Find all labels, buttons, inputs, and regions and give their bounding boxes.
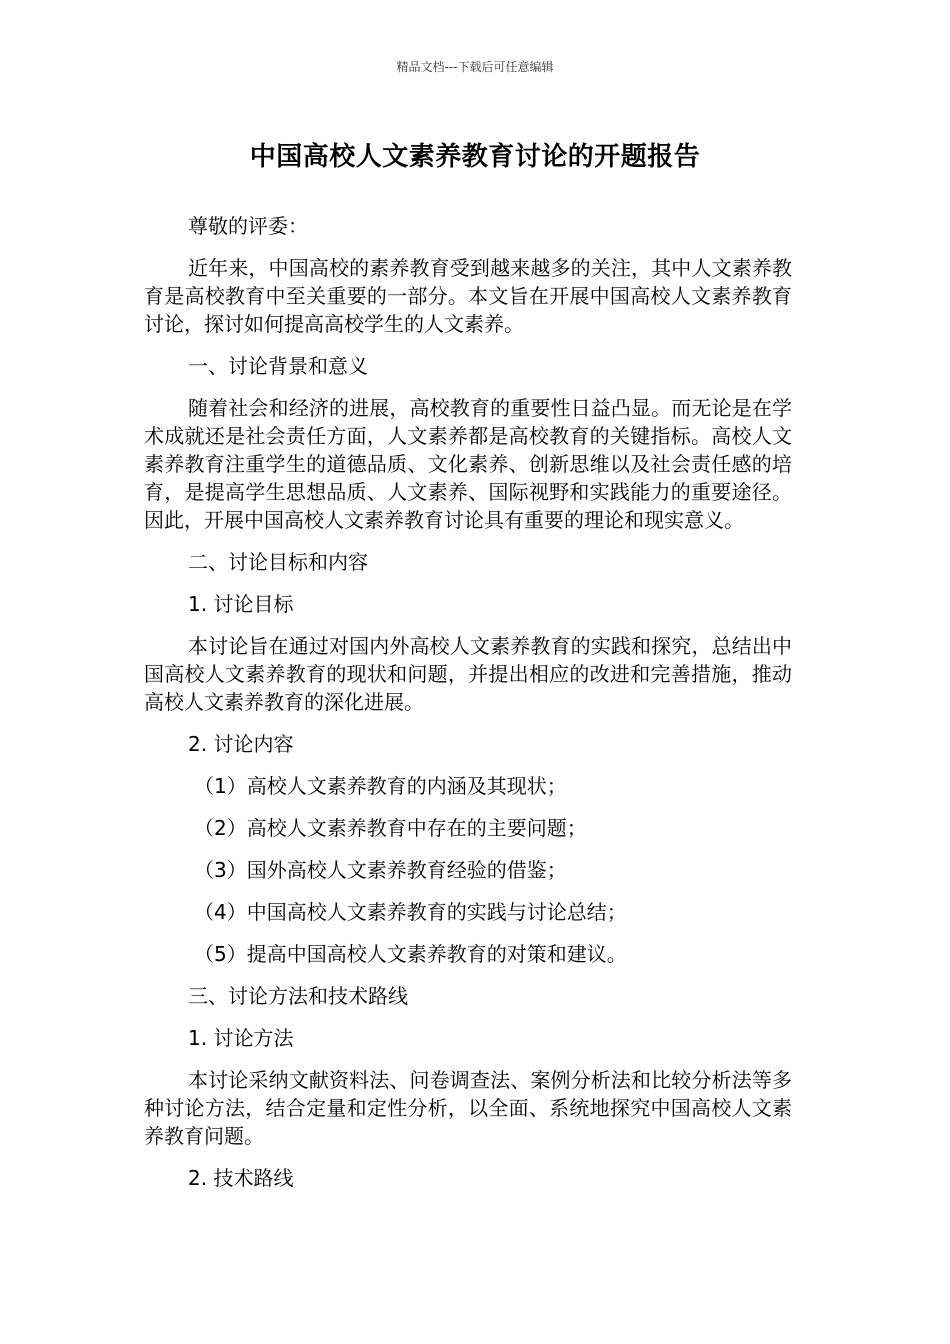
page-header-note: 精品文档---下载后可任意编辑	[396, 60, 554, 74]
content-list-item: （4）中国高校人文素养教育的实践与讨论总结；	[194, 900, 627, 924]
section-2-1-paragraph: 本讨论旨在通过对国内外高校人文素养教育的实践和探究，总结出中国高校人文素养教育的现状和问题，并提出相应的改进和完善措施，推动高校人文素养教育的深化进展。	[144, 634, 792, 714]
section-2-1-heading: 1. 讨论目标	[188, 592, 294, 616]
section-3-1-paragraph: 本讨论采纳文献资料法、问卷调查法、案例分析法和比较分析法等多种讨论方法，结合定量和定性分析，以全面、系统地探究中国高校人文素养教育问题。	[144, 1068, 792, 1148]
document-body	[144, 212, 792, 1206]
salutation: 尊敬的评委：	[188, 214, 308, 238]
content-list-item: （5）提高中国高校人文素养教育的对策和建议。	[194, 942, 627, 966]
content-list-item: （1）高校人文素养教育的内涵及其现状；	[194, 774, 567, 798]
section-3-2-heading: 2. 技术路线	[188, 1166, 294, 1190]
section-1-heading: 一、讨论背景和意义	[188, 354, 368, 378]
section-1-paragraph: 随着社会和经济的进展，高校教育的重要性日益凸显。而无论是在学术成就还是社会责任方面，人文素养都是高校教育的关键指标。高校人文素养教育注重学生的道德品质、文化素养、创新思维以及社会责任感的培育，是提高学生思想品质、人文素养、国际视野和实践能力的重要途径。因此，开展中国高校人文素养教育讨论具有重要的理论和现实意义。	[144, 396, 792, 532]
section-3-1-heading: 1. 讨论方法	[188, 1026, 294, 1050]
content-list-item: （3）国外高校人文素养教育经验的借鉴；	[194, 858, 567, 882]
section-2-2-heading: 2. 讨论内容	[188, 732, 294, 756]
section-2-heading: 二、讨论目标和内容	[188, 550, 368, 574]
section-3-heading: 三、讨论方法和技术路线	[188, 984, 408, 1008]
document-title: 中国高校人文素养教育讨论的开题报告	[249, 142, 701, 172]
intro-paragraph: 近年来，中国高校的素养教育受到越来越多的关注，其中人文素养教育是高校教育中至关重要的一部分。本文旨在开展中国高校人文素养教育讨论，探讨如何提高高校学生的人文素养。	[144, 256, 792, 336]
content-list-item: （2）高校人文素养教育中存在的主要问题；	[194, 816, 587, 840]
